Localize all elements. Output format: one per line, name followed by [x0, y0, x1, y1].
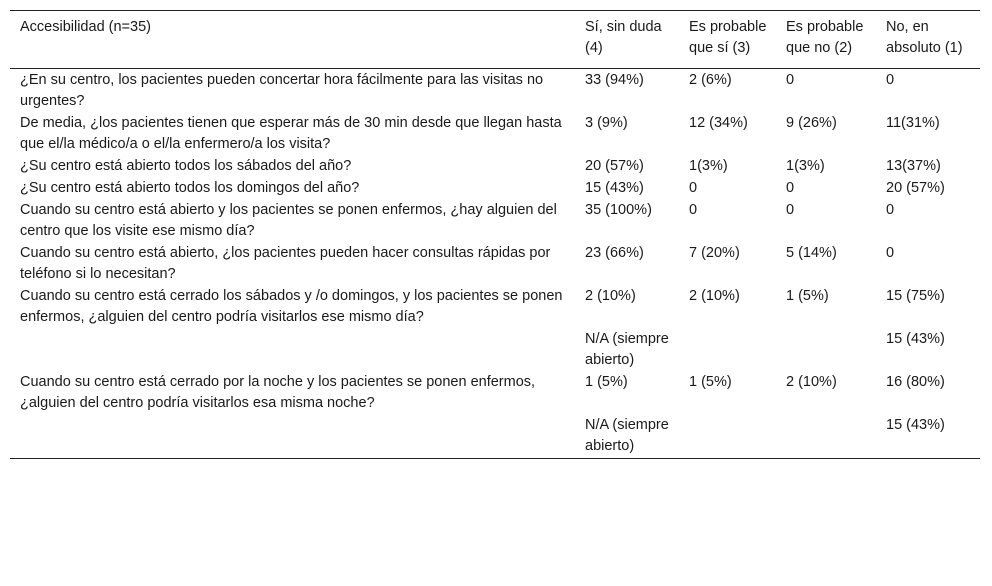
value-cell: 1(3%)	[786, 158, 825, 174]
value-cell: 20 (57%)	[585, 158, 644, 174]
table-row	[10, 69, 980, 114]
value-cell	[776, 415, 876, 459]
value-cell: 1 (5%)	[689, 374, 732, 390]
value-cell	[679, 415, 776, 459]
value-cell: 13(37%)	[886, 158, 941, 174]
table-row	[10, 156, 980, 178]
accessibility-table	[10, 10, 980, 459]
value-cell: 0	[689, 202, 698, 218]
value-cell: 0	[886, 202, 895, 218]
value-cell: 5 (14%)	[786, 245, 837, 261]
question-cell: De media, ¿los pacientes tienen que esperar más de 30 min desde que llegan hasta que el/la médico/a o el/la enfermero/a los visita?	[20, 115, 562, 152]
table-row	[10, 329, 980, 372]
value-cell: 0	[886, 72, 895, 88]
table-row	[10, 243, 980, 286]
value-cell: 12 (34%)	[689, 115, 748, 131]
header-accesibilidad: Accesibilidad (n=35)	[20, 19, 151, 35]
question-cell: Cuando su centro está cerrado por la noche y los pacientes se ponen enfermos, ¿alguien del centro podría visitarlos esa misma noche?	[20, 374, 536, 411]
value-cell: 3 (9%)	[585, 115, 628, 131]
value-cell: 7 (20%)	[689, 245, 740, 261]
value-cell: 20 (57%)	[886, 180, 945, 196]
question-cell: Cuando su centro está cerrado los sábados y /o domingos, y los pacientes se ponen enfermos, ¿alguien del centro podría visitarlos ese mismo día?	[20, 288, 563, 325]
table-row	[10, 372, 980, 415]
value-cell: 33 (94%)	[585, 72, 644, 88]
value-cell: 1 (5%)	[585, 374, 628, 390]
value-cell: 2 (10%)	[786, 374, 837, 390]
value-cell: 15 (75%)	[886, 288, 945, 304]
value-cell: 11(31%)	[886, 115, 940, 131]
value-cell: 35 (100%)	[585, 202, 652, 218]
value-cell: 1 (5%)	[786, 288, 829, 304]
accessibility-table-container	[10, 10, 980, 459]
value-cell: 2 (10%)	[689, 288, 740, 304]
value-cell	[679, 329, 776, 372]
header-no-en-absoluto: No, en absoluto (1)	[886, 19, 963, 56]
value-cell	[776, 329, 876, 372]
table-row	[10, 200, 980, 243]
question-cell: ¿En su centro, los pacientes pueden concertar hora fácilmente para las visitas no urgentes?	[20, 72, 544, 109]
value-cell: 15 (43%)	[886, 417, 945, 433]
question-cell: Cuando su centro está abierto, ¿los pacientes pueden hacer consultas rápidas por teléfono si lo necesitan?	[20, 245, 551, 282]
table-row	[10, 415, 980, 459]
question-cell: Cuando su centro está abierto y los pacientes se ponen enfermos, ¿hay alguien del centro que los visite ese mismo día?	[20, 202, 557, 239]
value-cell: 1(3%)	[689, 158, 728, 174]
value-cell: 0	[786, 202, 795, 218]
value-cell: 0	[689, 180, 698, 196]
table-row	[10, 113, 980, 156]
table-header-row	[10, 11, 980, 69]
value-cell: 15 (43%)	[585, 180, 644, 196]
table-row	[10, 178, 980, 200]
question-cell	[10, 415, 575, 459]
header-probable-no: Es probable que no (2)	[786, 19, 864, 56]
value-cell: 0	[786, 72, 795, 88]
value-cell: 9 (26%)	[786, 115, 837, 131]
header-probable-si: Es probable que sí (3)	[689, 19, 767, 56]
value-cell: 16 (80%)	[886, 374, 945, 390]
header-si-sin-duda: Sí, sin duda (4)	[585, 19, 662, 56]
question-cell	[10, 329, 575, 372]
question-cell: ¿Su centro está abierto todos los domingos del año?	[20, 180, 360, 196]
question-cell: ¿Su centro está abierto todos los sábados del año?	[20, 158, 352, 174]
value-cell: 2 (6%)	[689, 72, 732, 88]
table-row	[10, 286, 980, 329]
value-cell: 2 (10%)	[585, 288, 636, 304]
value-cell: N/A (siempre abierto)	[585, 417, 669, 454]
value-cell: 0	[786, 180, 795, 196]
value-cell: 23 (66%)	[585, 245, 644, 261]
value-cell: 0	[886, 245, 895, 261]
value-cell: 15 (43%)	[886, 331, 945, 347]
value-cell: N/A (siempre abierto)	[585, 331, 669, 368]
